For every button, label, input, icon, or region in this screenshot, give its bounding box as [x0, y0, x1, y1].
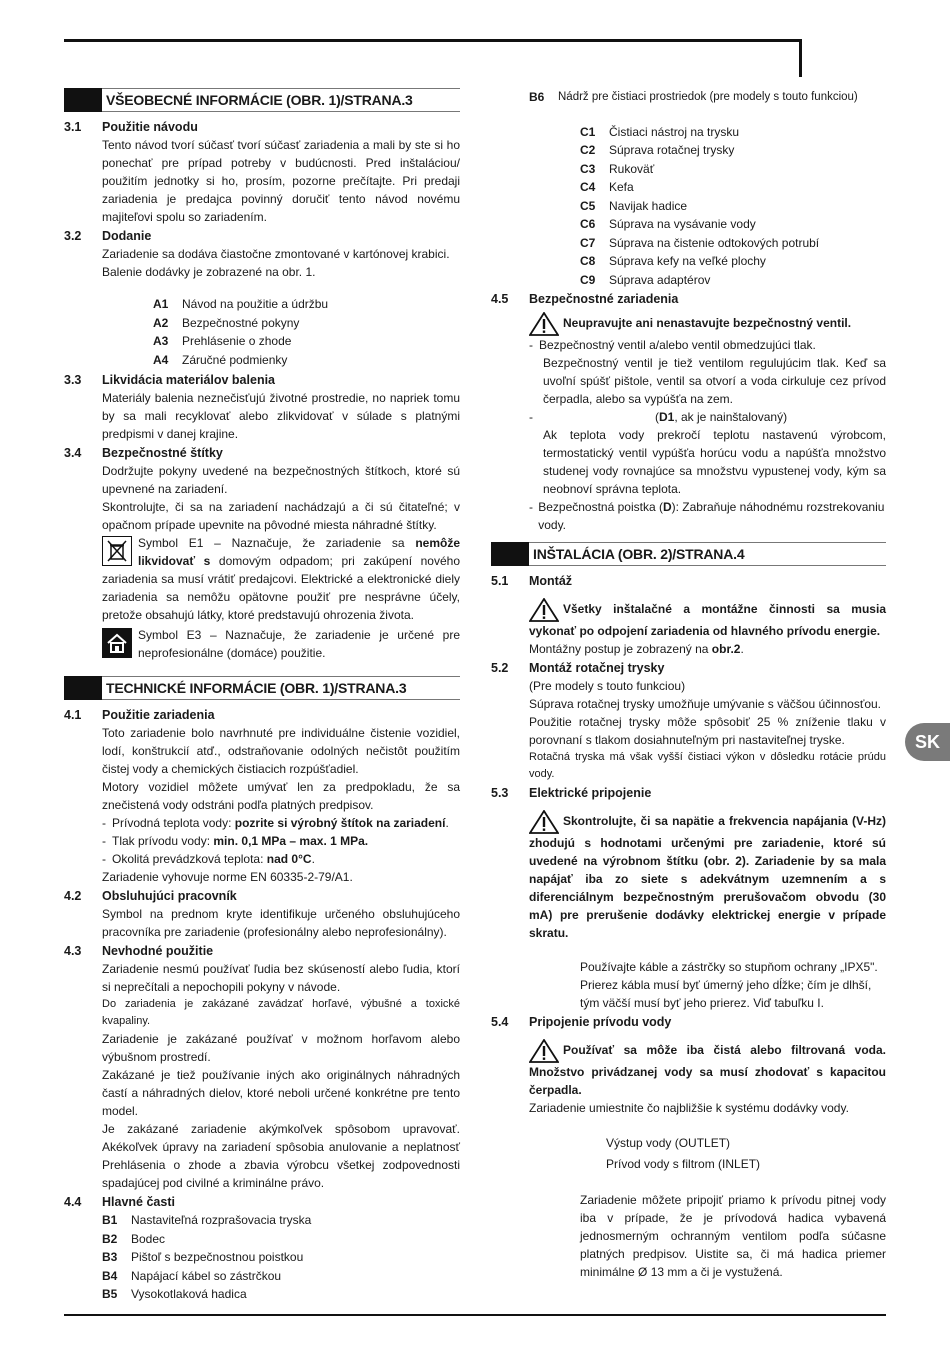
list-item: C4 Kefa	[580, 180, 634, 194]
paragraph: (Pre modely s touto funkciou)	[529, 679, 686, 693]
list-item: A1 Návod na použitie a údržbu	[153, 297, 329, 311]
list-item: - Bezpečnostný ventil a/alebo ventil obmedzujúci tlak.	[529, 338, 816, 352]
warning-triangle-icon	[529, 598, 559, 622]
list-item: A3 Prehlásenie o zhode	[153, 334, 292, 348]
warning-note: Skontrolujte, či sa napätie a frekvencia napájania (V-Hz) zhodujú s hodnotami určenými pre zariadenie, ktoré sú uvedené na výrobnom štítku (obr. 2). Zariadenie by sa mala napájať iba zo siete s adekvátnym uzemnením a s diferenciálnym bezpečnostným prerušovačom obvodu (30 mA) pre prerušenie dodávky elektrickej energie v prípade skratu.	[529, 810, 886, 942]
a-items-list	[153, 295, 460, 369]
list-item: C2 Súprava rotačnej trysky	[580, 143, 735, 157]
list-item: A2 Bezpečnostné pokyny	[153, 315, 300, 330]
inlet-label: Prívod vody s filtrom (INLET)	[606, 1157, 761, 1171]
subsection-4-4: 4.4 Hlavné časti	[64, 1195, 175, 1209]
water-connections	[606, 1133, 886, 1175]
safety-list	[529, 498, 886, 534]
subsection-4-3: 4.3 Nevhodné použitie	[64, 944, 214, 958]
right-column	[491, 88, 886, 1281]
safety-list	[529, 408, 886, 426]
list-item: - Okolitá prevádzková teplota: nad 0°C.	[102, 852, 315, 866]
warning-note: Používať sa môže iba čistá alebo filtrovaná voda. Množstvo privádzanej vody sa musí zhodovať s kapacitou čerpadla.	[529, 1039, 886, 1099]
left-column	[64, 88, 460, 1304]
b-items-list	[102, 1211, 460, 1304]
warning-triangle-icon	[529, 810, 559, 834]
warning-triangle-icon	[529, 1039, 559, 1063]
paragraph: Zariadenie sa dodáva čiastočne zmontované v kartónovej krabici.	[102, 247, 450, 261]
subsection-5-2: 5.2 Montáž rotačnej trysky	[491, 661, 665, 675]
list-item: - Prívodná teplota vody: pozrite si výrobný štítok na zariadení.	[102, 816, 449, 830]
section-title: TECHNICKÉ INFORMÁCIE (OBR. 1)/STRANA.3	[102, 676, 460, 700]
house-icon	[102, 628, 132, 658]
paragraph: Do zariadenia je zakázané zavádzať horľavé, výbušné a toxické kvapaliny.	[102, 998, 460, 1027]
paragraph: Skontrolujte, či sa na zariadení nachádzajú a či sú čitateľné; v opačnom prípade upevnite na pôvodné miesta náhradné štítky.	[102, 500, 460, 532]
subsection-3-1: 3.1 Použitie návodu	[64, 120, 198, 134]
b6-item	[529, 88, 886, 107]
paragraph: Balenie dodávky je zobrazené na obr. 1.	[102, 265, 316, 279]
paragraph: Zakázané je tiež používanie iných ako originálnych náhradných častí a náhradných dielov, ktoré neboli určené konkrétne pre tento model.	[102, 1068, 460, 1118]
warning-note: Všetky inštalačné a montážne činnosti sa musia vykonať po odpojení zariadenia od hlavného prívodu energie.	[529, 598, 886, 640]
symbol-e1-text: Symbol E1 – Naznačuje, že zariadenie sa nemôže likvidovať s domovým odpadom; pri zakúpení nového zariadenia sa musí vrátiť predajcovi. Elektrické a elektronické diely zariadenia sa nemôžu opätovne použiť pre nesprávne účely, pretože obsahujú látky, ktoré predstavujú ohrozenia života.	[102, 536, 460, 622]
paragraph: Tento návod tvorí súčasť tvorí súčasť zariadenia a mali by ste si ho ponechať pre prípad potreby v budúcnosti. Pred inštaláciou/ použitím jednotky si ho, prosím, pozorne prečítajte. Pri predaji zariadenia je predajca povinný doručiť tento návod novému majiteľovi spolu so zariadením.	[102, 138, 460, 224]
subsection-3-2: 3.2 Dodanie	[64, 229, 152, 243]
paragraph: Súprava rotačnej trysky umožňuje umývanie s väčšou účinnosťou.	[529, 697, 882, 711]
paragraph: Je zakázané zariadenie akýmkoľvek spôsobom upravovať. Akékoľvek úpravy na zariadení spôsobia anulovanie a neplatnosť Prehlásenia o zhode a zbavia výrobcu všetkej zodpovednosti spadajúcej pod civilné a kriminálne právo.	[102, 1122, 460, 1190]
section-header-installation	[491, 542, 886, 566]
paragraph: Zariadenie je zakázané používať v možnom horľavom alebo výbušnom prostredí.	[102, 1032, 460, 1064]
top-rule	[64, 39, 802, 42]
paragraph: Montážny postup je zobrazený na obr.2.	[529, 642, 744, 656]
list-item: C1 Čistiaci nástroj na trysku	[580, 124, 740, 139]
paragraph: Materiály balenia neznečisťujú životné prostredie, no napriek tomu by sa mali recyklovať alebo zlikvidovať v súlade s platnými predpismi v danej krajine.	[102, 391, 460, 441]
paragraph: Zariadenie vyhovuje norme EN 60335-2-79/A1.	[102, 870, 353, 884]
subsection-3-3: 3.3 Likvidácia materiálov balenia	[64, 373, 275, 387]
section-header-technical	[64, 676, 460, 700]
list-item: B5 Vysokotlaková hadica	[102, 1287, 247, 1301]
list-item: - (D1, ak je nainštalovaný)	[529, 410, 788, 424]
paragraph: Motory vozidiel môžete umývať len za predpokladu, že sa znečistená vody odstráni podľa platných predpisov.	[102, 780, 460, 812]
section-title: INŠTALÁCIA (OBR. 2)/STRANA.4	[529, 542, 886, 566]
list-item: A4 Záručné podmienky	[153, 352, 288, 367]
list-item: B6 Nádrž pre čistiaci prostriedok (pre modely s touto funkciou)	[529, 90, 858, 104]
list-item: C7 Súprava na čistenie odtokových potrubí	[580, 235, 820, 250]
list-item: - Tlak prívodu vody: min. 0,1 MPa – max. 1 MPa.	[102, 834, 369, 848]
top-rule-corner	[799, 39, 802, 77]
paragraph: Ak teplota vody prekročí teplotu nastavenú výrobcom, termostatický ventil vypúšťa horúcu vodu a napúšťa množstvo studenej vody rovnajúce sa množstvu vypustenej vody, kým sa neobnoví správna teplota.	[543, 428, 886, 496]
spec-list	[102, 814, 460, 868]
subsection-5-4: 5.4 Pripojenie prívodu vody	[491, 1015, 672, 1029]
list-item: C8 Súprava kefy na veľké plochy	[580, 254, 766, 268]
list-item: B3 Pištoľ s bezpečnostnou poistkou	[102, 1250, 304, 1264]
safety-list	[529, 336, 886, 354]
list-item: C5 Navijak hadice	[580, 198, 688, 213]
list-item: C6 Súprava na vysávanie vody	[580, 217, 756, 231]
paragraph: Zariadenie môžete pripojiť priamo k prívodu pitnej vody iba v prípade, že je prívodová hadica vybavená jednosmerným ochranným ventilom podľa súčasne platných predpisov. Uistite sa, či má hadica priemer minimálne Ø 13 mm a či je vystužená.	[580, 1193, 886, 1279]
list-item: C9 Súprava adaptérov	[580, 272, 711, 287]
symbol-e3-text: Symbol E3 – Naznačuje, že zariadenie je určené pre neprofesionálne (domáce) použitie.	[102, 626, 460, 662]
subsection-5-3: 5.3 Elektrické pripojenie	[491, 786, 652, 800]
list-item: - Bezpečnostná poistka (D): Zabraňuje náhodnému rozstrekovaniu vody.	[529, 500, 885, 532]
bottom-rule	[64, 1314, 886, 1316]
paragraph: Symbol na prednom kryte identifikuje určeného obsluhujúceho pracovníka pre zariadenie (profesionálny alebo neprofesionálny).	[102, 907, 460, 939]
paragraph: Rotačná tryska má však vyšší čistiaci výkon v dôsledku rotácie prúdu vody.	[529, 751, 886, 780]
paragraph: Zariadenie nesmú používať ľudia bez skúseností alebo ľudia, ktorí si neprečítali a nepochopili pokyny v návode.	[102, 962, 460, 994]
crossed-bin-icon	[102, 536, 132, 566]
section-title: VŠEOBECNÉ INFORMÁCIE (OBR. 1)/STRANA.3	[102, 88, 460, 112]
subsection-3-4: 3.4 Bezpečnostné štítky	[64, 446, 223, 460]
paragraph: Toto zariadenie bolo navrhnuté pre individuálne čistenie vozidiel, lodí, konštrukcií atď., odstraňovanie odolných nečistôt použitím čistej vody a chemických čistiacich rozpúšťadiel.	[102, 726, 460, 776]
outlet-label: Výstup vody (OUTLET)	[606, 1136, 731, 1150]
list-item: B2 Bodec	[102, 1231, 166, 1246]
warning-note: Neupravujte ani nenastavujte bezpečnostný ventil.	[529, 312, 886, 336]
list-item: B4 Napájací kábel so zástrčkou	[102, 1268, 282, 1283]
warning-triangle-icon	[529, 312, 559, 336]
list-item: C3 Rukoväť	[580, 161, 655, 176]
list-item: B1 Nastaviteľná rozprašovacia tryska	[102, 1213, 312, 1227]
subsection-4-2: 4.2 Obsluhujúci pracovník	[64, 889, 237, 903]
paragraph: Zariadenie umiestnite čo najbližšie k systému dodávky vody.	[529, 1101, 849, 1115]
paragraph: Použitie rotačnej trysky môže spôsobiť 25 % zníženie tlaku v porovnaní s tlakom dosiahnuteľným pri nastaviteľnej tryske.	[529, 715, 886, 747]
subsection-4-5: 4.5 Bezpečnostné zariadenia	[491, 292, 679, 306]
subsection-5-1: 5.1 Montáž	[491, 574, 573, 588]
subsection-4-1: 4.1 Použitie zariadenia	[64, 708, 215, 722]
c-items-list	[580, 123, 886, 290]
paragraph: Používajte káble a zástrčky so stupňom ochrany „IPX5". Prierez kábla musí byť úmerný jeho dĺžke; čím je dlhší, tým väčší musí byť jeho prierez. Viď tabuľku I.	[580, 960, 878, 1010]
language-tab: SK	[905, 723, 950, 761]
section-header-general	[64, 88, 460, 112]
paragraph: Dodržujte pokyny uvedené na bezpečnostných štítkoch, ktoré sú upevnené na zariadení.	[102, 464, 460, 496]
paragraph: Bezpečnostný ventil je tiež ventilom regulujúcim tlak. Keď sa uvoľní spúšť pištole, ventil sa otvorí a voda cirkuluje cez prívod čerpadla, alebo sa vypúšťa na zem.	[543, 356, 886, 406]
